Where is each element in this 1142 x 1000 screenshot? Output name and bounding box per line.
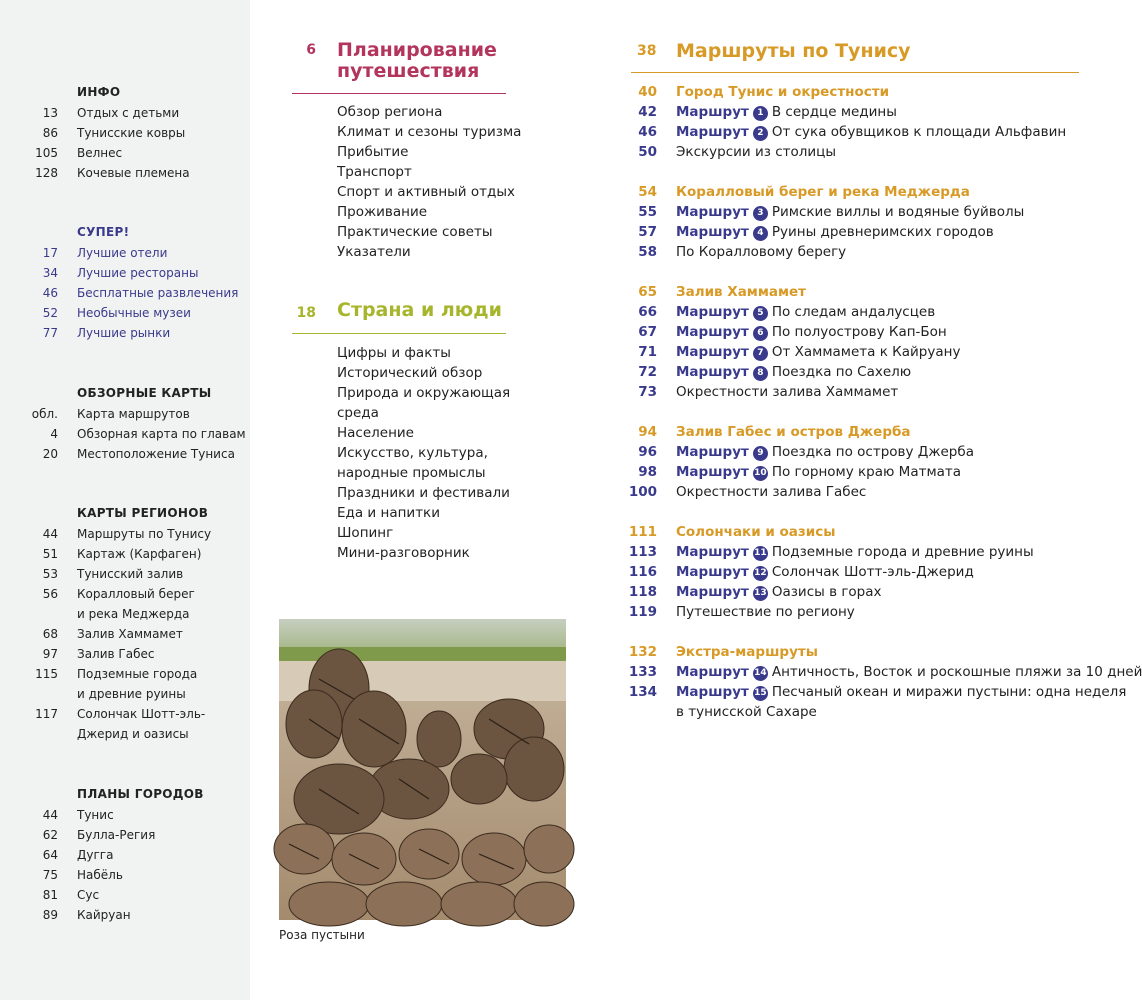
- route-label: Маршрут: [676, 104, 749, 120]
- page-number: 132: [628, 644, 657, 660]
- entry-title: [676, 382, 898, 402]
- route-label: Маршрут: [676, 444, 749, 460]
- entry-title: Еда и напитки: [337, 505, 440, 521]
- toc-entry: [0, 582, 1089, 602]
- sidebar-entry: [0, 825, 250, 845]
- entry-title: [676, 282, 806, 302]
- page-number: 73: [638, 384, 657, 400]
- page-number: 20: [42, 447, 58, 461]
- divider: [631, 72, 1079, 73]
- entry-title: [676, 302, 935, 322]
- page-number: 115: [35, 667, 58, 681]
- toc-entry: [0, 102, 1089, 122]
- toc-entry: [0, 342, 1089, 362]
- entry-title: [676, 362, 911, 382]
- section-title: Город Тунис и окрестности: [676, 84, 890, 100]
- route-label: Маршрут: [676, 664, 749, 680]
- page-number: 72: [638, 364, 657, 380]
- toc-entry: [0, 442, 1089, 462]
- entry-title: и река Меджерда: [77, 607, 190, 621]
- route-label: Маршрут: [676, 204, 749, 220]
- route-number-badge: 5: [753, 306, 768, 321]
- section-heading: ОБЗОРНЫЕ КАРТЫ: [77, 386, 212, 400]
- sidebar-entry: [0, 724, 250, 744]
- route-title: От Хаммамета к Кайруану: [771, 344, 961, 360]
- route-title: По полуострову Кап-Бон: [771, 324, 947, 340]
- route-label: Маршрут: [676, 584, 749, 600]
- chapter-title: [337, 40, 497, 82]
- page-number: 119: [628, 604, 657, 620]
- page-number: 105: [35, 146, 58, 160]
- entry-title: Тунис: [77, 808, 114, 822]
- section-heading: КАРТЫ РЕГИОНОВ: [77, 506, 209, 520]
- entry-title: [676, 122, 1066, 142]
- page-number: 98: [638, 464, 657, 480]
- page-number: 51: [42, 547, 58, 561]
- route-section: [0, 282, 1089, 302]
- entry-title: [676, 582, 882, 602]
- toc-entry: [0, 362, 1089, 382]
- page-number: 44: [42, 808, 58, 822]
- toc-entry: [0, 542, 1089, 562]
- chapter-number: 6: [306, 42, 316, 58]
- route-title: Песчаный океан и миражи пустыни: одна неделя: [771, 684, 1127, 700]
- sidebar-entry: [0, 624, 250, 644]
- sidebar-entry: [0, 885, 250, 905]
- page-number: 13: [42, 106, 58, 120]
- page-number: 89: [42, 908, 58, 922]
- route-title: Солончак Шотт-эль-Джерид: [771, 564, 974, 580]
- entry-title: [676, 662, 1142, 682]
- entry-title: Маршруты по Тунису: [77, 527, 212, 541]
- entry-title: Шопинг: [337, 525, 394, 541]
- route-number-badge: 8: [753, 366, 768, 381]
- entry-title: [676, 342, 960, 362]
- page-number: 42: [638, 104, 657, 120]
- entry-title: Бесплатные развлечения: [77, 286, 239, 300]
- toc-entry: [0, 482, 1089, 502]
- entry-title: Солончак Шотт-эль-: [77, 707, 206, 721]
- entry-title: Подземные города: [77, 667, 198, 681]
- route-title: Экскурсии из столицы: [676, 144, 837, 160]
- page-number: 56: [42, 587, 58, 601]
- route-section: [0, 522, 1089, 542]
- route-label: Маршрут: [676, 224, 749, 240]
- entry-title: [676, 682, 1126, 702]
- page-number: 86: [42, 126, 58, 140]
- page-number: 128: [35, 166, 58, 180]
- chapter-number: 18: [296, 305, 316, 321]
- entry-title: Цифры и факты: [337, 345, 451, 361]
- route-number-badge: 12: [753, 566, 768, 581]
- route-title: Окрестности залива Габес: [676, 484, 867, 500]
- toc-entry: [0, 299, 1089, 322]
- route-title: В сердце медины: [771, 104, 897, 120]
- page-number: 54: [638, 184, 657, 200]
- page-number: 111: [628, 524, 657, 540]
- page-number: 118: [628, 584, 657, 600]
- toc-entry: [0, 162, 520, 182]
- sidebar-entry: [0, 845, 250, 865]
- entry-title: Велнес: [77, 146, 123, 160]
- entry-title: Исторический обзор: [337, 365, 483, 381]
- chapter-number: 38: [637, 43, 657, 59]
- entry-title: Джерид и оазисы: [77, 727, 189, 741]
- entry-title: Искусство, культура,: [337, 445, 488, 461]
- entry-title: [676, 222, 994, 242]
- photo-caption: Роза пустыни: [279, 928, 365, 942]
- page-number: 34: [42, 266, 58, 280]
- entry-title: [676, 602, 855, 622]
- route-title: Руины древнеримских городов: [771, 224, 994, 240]
- toc-entry: [0, 202, 1089, 222]
- entry-title: Тунисский залив: [77, 567, 184, 581]
- entry-title: [676, 182, 970, 202]
- route-label: Маршрут: [676, 564, 749, 580]
- desert-rose-photo: [279, 619, 566, 920]
- chapter-title: Страна и люди: [337, 299, 502, 321]
- page-number: 53: [42, 567, 58, 581]
- page-number: 52: [42, 306, 58, 320]
- entry-title: [676, 542, 1034, 562]
- entry-title: Кочевые племена: [77, 166, 190, 180]
- sidebar-entry: [0, 263, 250, 283]
- entry-title: [676, 442, 974, 462]
- route-label: Маршрут: [676, 684, 749, 700]
- entry-title: Лучшие рынки: [77, 326, 171, 340]
- entry-title: Мини-разговорник: [337, 545, 470, 561]
- entry-title: и древние руины: [77, 687, 186, 701]
- entry-title: Коралловый берег: [77, 587, 195, 601]
- page-number: 44: [42, 527, 58, 541]
- route-title: Античность, Восток и роскошные пляжи за 10 дней: [771, 664, 1142, 680]
- route-number-badge: 3: [753, 206, 768, 221]
- page-number: 81: [42, 888, 58, 902]
- route-label: Маршрут: [676, 544, 749, 560]
- route-title: Подземные города и древние руины: [771, 544, 1034, 560]
- page-number: обл.: [31, 407, 58, 421]
- page-number: 100: [628, 484, 657, 500]
- page-number: 96: [638, 444, 657, 460]
- page-number: 68: [42, 627, 58, 641]
- route-label: Маршрут: [676, 124, 749, 140]
- page-number: 113: [628, 544, 657, 560]
- entry-title: Отдых с детьми: [77, 106, 180, 120]
- entry-title: [676, 462, 961, 482]
- route-title: Римские виллы и водяные буйволы: [771, 204, 1025, 220]
- entry-title: [676, 322, 947, 342]
- entry-title: [676, 702, 817, 722]
- route-title: Окрестности залива Хаммамет: [676, 384, 899, 400]
- section-title: Коралловый берег и река Меджерда: [676, 184, 970, 200]
- toc-entry: [0, 222, 1089, 242]
- entry-title: Лучшие отели: [77, 246, 168, 260]
- page-number: 116: [628, 564, 657, 580]
- entry-title: [676, 202, 1024, 222]
- entry-title: Спорт и активный отдых: [337, 184, 515, 200]
- entry-title: Обзор региона: [337, 104, 443, 120]
- section-heading: ПЛАНЫ ГОРОДОВ: [77, 787, 204, 801]
- page-number: 97: [42, 647, 58, 661]
- entry-title: Карта маршрутов: [77, 407, 190, 421]
- chapter-title-line: Планирование: [337, 39, 497, 61]
- page-number: 133: [628, 664, 657, 680]
- entry-title: Праздники и фестивали: [337, 485, 510, 501]
- entry-title: Сус: [77, 888, 100, 902]
- entry-title: Проживание: [337, 204, 428, 220]
- page-number: 64: [42, 848, 58, 862]
- route-title: Поездка по острову Джерба: [771, 444, 974, 460]
- route-number-badge: 14: [753, 666, 768, 681]
- page-number: 4: [50, 427, 58, 441]
- entry-title: Залив Хаммамет: [77, 627, 183, 641]
- desert-rose-image: [279, 619, 566, 920]
- page-number: 50: [638, 144, 657, 160]
- entry-title: среда: [337, 405, 379, 421]
- route-title: Поездка по Сахелю: [771, 364, 912, 380]
- route-number-badge: 1: [753, 106, 768, 121]
- toc-entry: [0, 382, 1089, 402]
- page-number: 17: [42, 246, 58, 260]
- entry-title: Природа и окружающая: [337, 385, 511, 401]
- route-label: Маршрут: [676, 304, 749, 320]
- route-label: Маршрут: [676, 344, 749, 360]
- section-heading: СУПЕР!: [77, 225, 130, 239]
- entry-title: Кайруан: [77, 908, 131, 922]
- route-title: По Коралловому берегу: [676, 244, 847, 260]
- entry-title: Указатели: [337, 244, 411, 260]
- entry-title: [676, 522, 835, 542]
- page-number: 65: [638, 284, 657, 300]
- toc-entry: [0, 503, 520, 523]
- entry-title: Залив Габес: [77, 647, 155, 661]
- entry-title: Практические советы: [337, 224, 493, 240]
- page-number: 62: [42, 828, 58, 842]
- page-number: 46: [638, 124, 657, 140]
- page-number: 67: [638, 324, 657, 340]
- route-title: Путешествие по региону: [676, 604, 855, 620]
- entry-title: Необычные музеи: [77, 306, 191, 320]
- route-number-badge: 11: [753, 546, 768, 561]
- section-title: Солончаки и оазисы: [676, 524, 836, 540]
- page-number: 40: [638, 84, 657, 100]
- route-number-badge: 4: [753, 226, 768, 241]
- toc-entry: [0, 562, 1089, 582]
- page-number: 134: [628, 684, 657, 700]
- entry-title: Транспорт: [337, 164, 412, 180]
- toc-entry: [0, 462, 1089, 482]
- entry-title: [676, 102, 897, 122]
- section-heading: ИНФО: [77, 85, 121, 99]
- toc-entry: [0, 142, 1089, 162]
- route-title: От сука обувщиков к площади Альфавин: [771, 124, 1067, 140]
- entry-title: [676, 482, 866, 502]
- toc-entry: [0, 403, 520, 423]
- toc-entry: [0, 242, 1089, 262]
- sidebar-entry: [0, 905, 250, 925]
- entry-title: [676, 142, 836, 162]
- entry-title: Дугга: [77, 848, 114, 862]
- entry-title: Климат и сезоны туризма: [337, 124, 522, 140]
- page-number: 57: [638, 224, 657, 240]
- route-section: [0, 82, 1089, 102]
- toc-entry: [0, 122, 1089, 142]
- entry-title: [676, 242, 846, 262]
- section-title: Экстра-маршруты: [676, 644, 818, 660]
- toc-entry: [0, 322, 1089, 342]
- route-number-badge: 15: [753, 686, 768, 701]
- page-number: 77: [42, 326, 58, 340]
- entry-title: Тунисские ковры: [77, 126, 186, 140]
- section-title: Залив Хаммамет: [676, 284, 807, 300]
- page-number: 55: [638, 204, 657, 220]
- entry-title: Обзорная карта по главам: [77, 427, 246, 441]
- route-title: По следам андалусцев: [771, 304, 936, 320]
- route-title: Оазисы в горах: [771, 584, 882, 600]
- route-number-badge: 6: [753, 326, 768, 341]
- section-title: Залив Габес и остров Джерба: [676, 424, 911, 440]
- entry-title: [676, 562, 974, 582]
- entry-title: Лучшие рестораны: [77, 266, 199, 280]
- route-number-badge: 7: [753, 346, 768, 361]
- entry-title: Картаж (Карфаген): [77, 547, 202, 561]
- route-label: Маршрут: [676, 324, 749, 340]
- page-number: 94: [638, 424, 657, 440]
- page-number: 117: [35, 707, 58, 721]
- route-label: Маршрут: [676, 464, 749, 480]
- route-number-badge: 13: [753, 586, 768, 601]
- page-number: 46: [42, 286, 58, 300]
- sidebar-entry: [0, 805, 250, 825]
- entry-title: Прибытие: [337, 144, 409, 160]
- route-number-badge: 10: [753, 466, 768, 481]
- page-number: 66: [638, 304, 657, 320]
- route-title: По горному краю Матмата: [771, 464, 962, 480]
- sidebar-entry: [0, 865, 250, 885]
- route-section: [0, 422, 1089, 442]
- route-title: в тунисской Сахаре: [676, 704, 817, 720]
- entry-title: народные промыслы: [337, 465, 486, 481]
- chapter-title: Маршруты по Тунису: [676, 40, 911, 62]
- entry-title: Набёль: [77, 868, 123, 882]
- entry-title: Местоположение Туниса: [77, 447, 235, 461]
- route-number-badge: 2: [753, 126, 768, 141]
- page-number: 58: [638, 244, 657, 260]
- entry-title: Булла-Регия: [77, 828, 156, 842]
- entry-title: [676, 82, 889, 102]
- entry-title: Население: [337, 425, 414, 441]
- entry-title: [676, 642, 818, 662]
- route-section: [0, 182, 1089, 202]
- route-label: Маршрут: [676, 364, 749, 380]
- entry-title: [676, 422, 911, 442]
- page-number: 75: [42, 868, 58, 882]
- chapter-title-line: путешествия: [337, 60, 480, 82]
- page-number: 71: [638, 344, 657, 360]
- route-number-badge: 9: [753, 446, 768, 461]
